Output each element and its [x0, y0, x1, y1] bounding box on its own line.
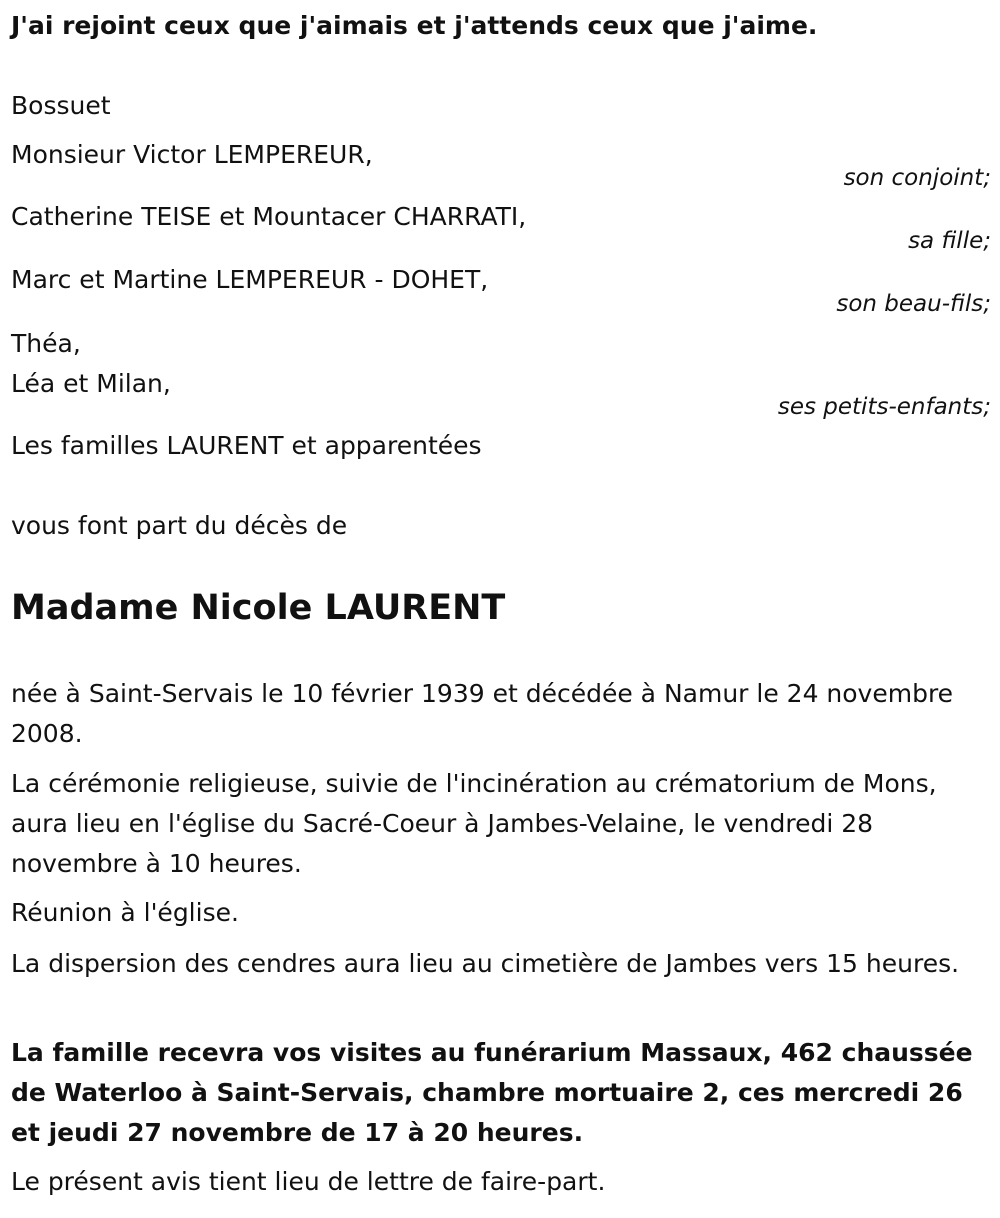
- ceremony-paragraph: La cérémonie religieuse, suivie de l'incinération au crématorium de Mons, aura lieu en l'église du Sacré-Coeur à Jambes-Velaine, le vendredi 28 novembre à 10 heures.: [11, 769, 937, 878]
- family-member-daughter: Catherine TEISE et Mountacer CHARRATI,: [11, 202, 527, 231]
- family-relation-spouse: son conjoint;: [843, 165, 991, 191]
- family-member-grandchildren-2: Léa et Milan,: [11, 369, 171, 398]
- deceased-name: Madame Nicole LAURENT: [11, 588, 506, 628]
- family-member-grandchild-1: Théa,: [11, 329, 81, 358]
- birth-death-paragraph: née à Saint-Servais le 10 février 1939 et décédée à Namur le 24 novembre 2008.: [11, 679, 954, 748]
- family-relation-grandchildren: ses petits-enfants;: [777, 394, 991, 420]
- announcement-text: vous font part du décès de: [11, 511, 348, 540]
- visits-paragraph: La famille recevra vos visites au funérarium Massaux, 462 chaussée de Waterloo à Saint-Servais, chambre mortuaire 2, ces mercredi 26 et jeudi 27 novembre de 17 à 20 heures.: [11, 1038, 973, 1147]
- epigraph-quote: J'ai rejoint ceux que j'aimais et j'attends ceux que j'aime.: [11, 11, 818, 40]
- family-member-spouse: Monsieur Victor LEMPEREUR,: [11, 140, 373, 169]
- family-relation-daughter: sa fille;: [908, 228, 991, 254]
- closing-paragraph: Le présent avis tient lieu de lettre de faire-part.: [11, 1167, 606, 1196]
- ashes-paragraph: La dispersion des cendres aura lieu au cimetière de Jambes vers 15 heures.: [11, 949, 960, 978]
- meeting-paragraph: Réunion à l'église.: [11, 898, 239, 927]
- epigraph-author: Bossuet: [11, 91, 111, 120]
- family-member-relatives: Les familles LAURENT et apparentées: [11, 431, 482, 460]
- family-relation-son-in-law: son beau-fils;: [836, 291, 991, 317]
- family-member-son-in-law: Marc et Martine LEMPEREUR - DOHET,: [11, 265, 489, 294]
